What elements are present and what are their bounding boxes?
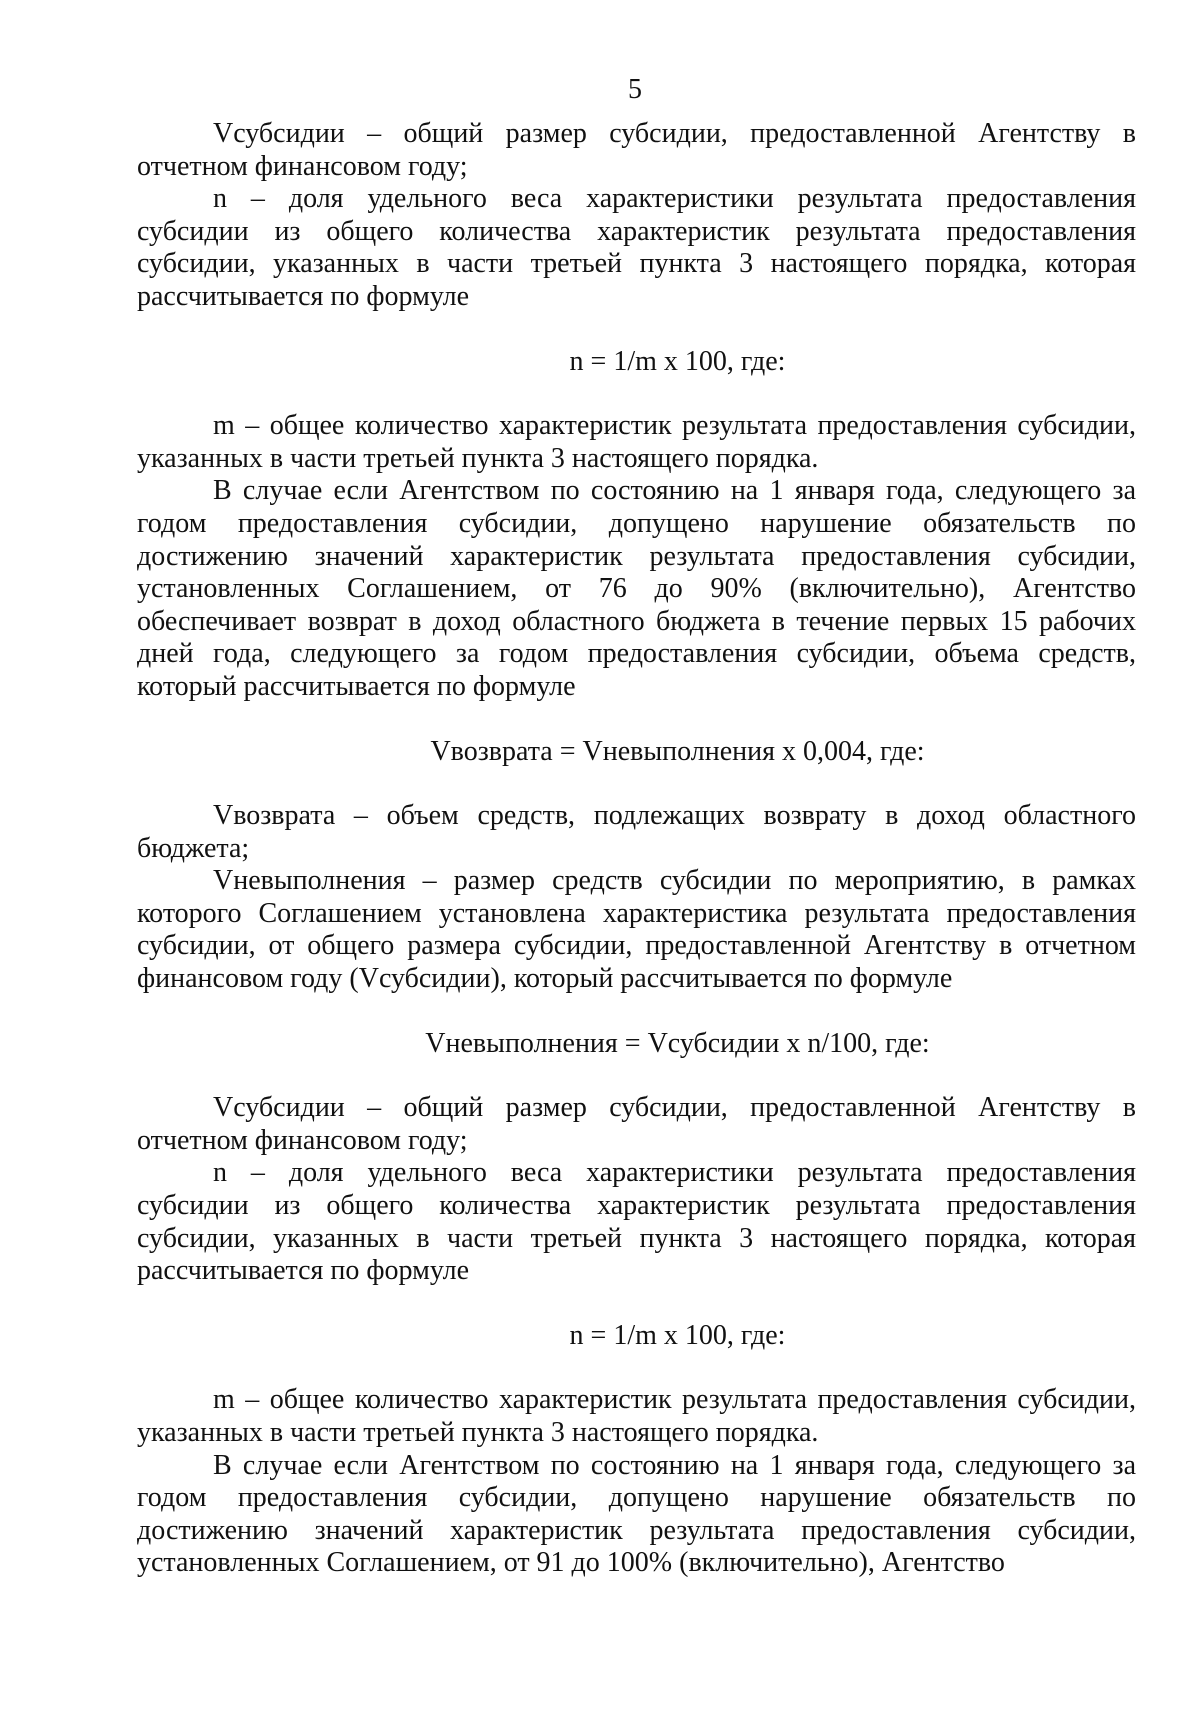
definition-v-subsidy-repeat: Vсубсидии – общий размер субсидии, предоставленной Агентству в отчетном финансовом году; (137, 1092, 1136, 1156)
page-number: 5 (628, 74, 642, 105)
formula-n: n = 1/m x 100, где: (569, 345, 786, 377)
definition-n-share: n – доля удельного веса характеристики результата предоставления субсидии из общего количества характеристик результата предоставления субсидии, указанных в части третьей пункта 3 настоящего порядка, которая рассчитывается по формуле (137, 183, 1136, 312)
formula-n-repeat: n = 1/m x 100, где: (569, 1319, 786, 1351)
definition-m-count-repeat: m – общее количество характеристик результата предоставления субсидии, указанных в части третьей пункта 3 настоящего порядка. (137, 1384, 1136, 1448)
formula-v-return: Vвозврата = Vневыполнения x 0,004, где: (430, 735, 925, 767)
definition-v-subsidy: Vсубсидии – общий размер субсидии, предоставленной Агентству в отчетном финансовом году; (137, 118, 1136, 182)
definition-v-return: Vвозврата – объем средств, подлежащих возврату в доход областного бюджета; (137, 800, 1136, 864)
definition-m-count: m – общее количество характеристик результата предоставления субсидии, указанных в части третьей пункта 3 настоящего порядка. (137, 410, 1136, 474)
clause-91-100-percent: В случае если Агентством по состоянию на 1 января года, следующего за годом предоставления субсидии, допущено нарушение обязательств по достижению значений характеристик результата предоставления субсидии, установленных Соглашением, от 91 до 100% (включительно), Агентство (137, 1449, 1136, 1579)
definition-v-nonfulfillment: Vневыполнения – размер средств субсидии по мероприятию, в рамках которого Соглашением установлена характеристика результата предоставления субсидии, от общего размера субсидии, предоставленной Агентству в отчетном финансовом году (Vсубсидии), который рассчитывается по формуле (137, 865, 1136, 995)
definition-n-share-repeat: n – доля удельного веса характеристики результата предоставления субсидии из общего количества характеристик результата предоставления субсидии, указанных в части третьей пункта 3 настоящего порядка, которая рассчитывается по формуле (137, 1157, 1136, 1287)
clause-76-90-percent: В случае если Агентством по состоянию на 1 января года, следующего за годом предоставления субсидии, допущено нарушение обязательств по достижению значений характеристик результата предоставления субсидии, установленных Соглашением, от 76 до 90% (включительно), Агентство обеспечивает возврат в доход областного бюджета в течение первых 15 рабочих дней года, следующего за годом предоставления субсидии, объема средств, который рассчитывается по формуле (137, 475, 1136, 702)
document-body (137, 118, 1136, 1580)
formula-v-nonfulfillment: Vневыполнения = Vсубсидии x n/100, где: (425, 1027, 930, 1059)
